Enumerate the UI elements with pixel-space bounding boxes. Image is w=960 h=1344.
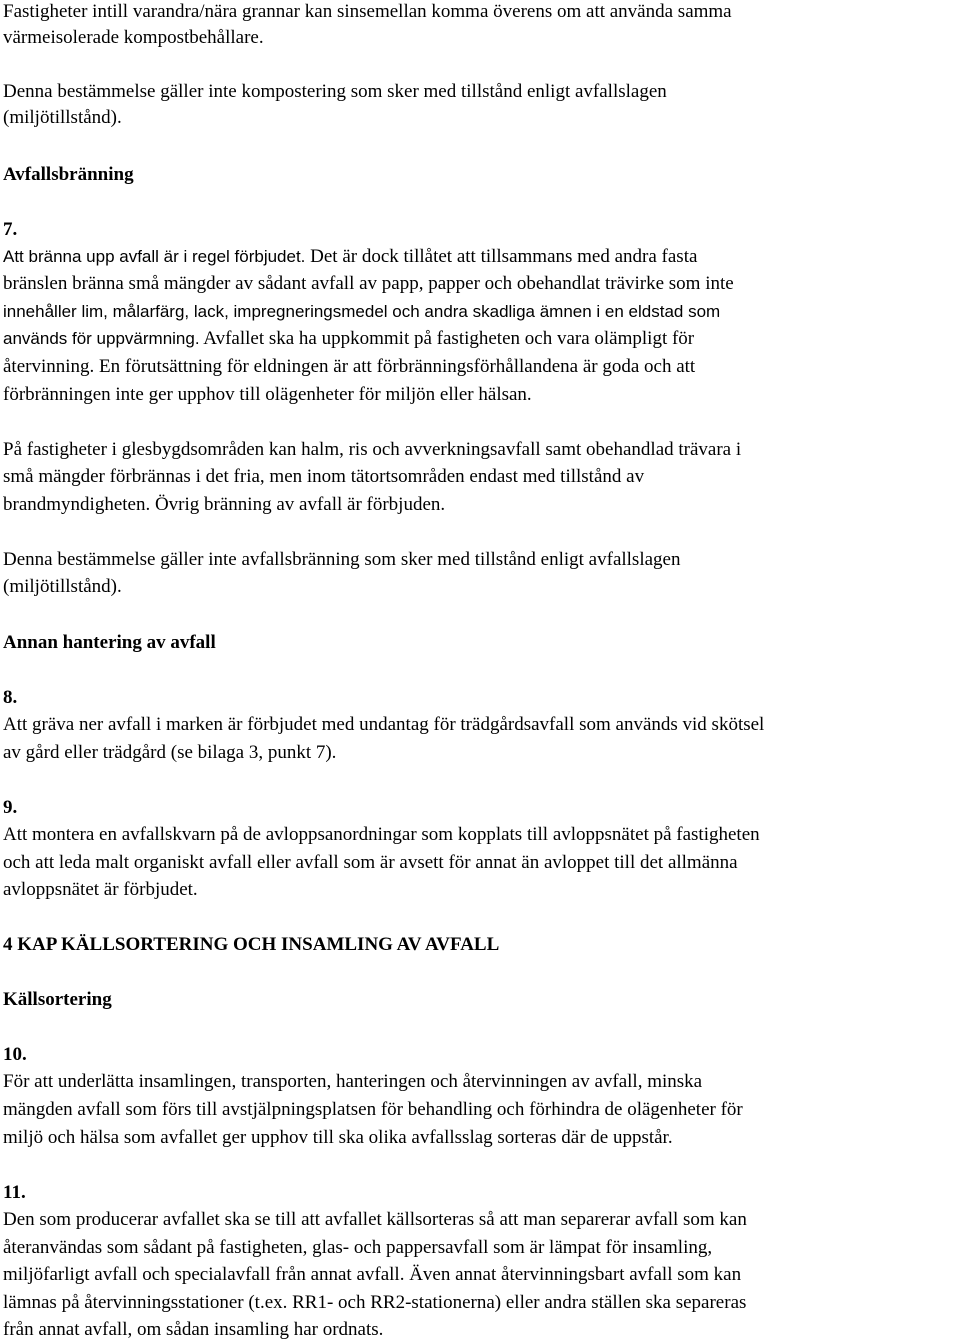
body-text-span: Avfallet ska ha uppkommit på fastigheten och vara olämpligt för [199,328,695,349]
body-text-span: används för uppvärmning. [3,329,200,348]
body-text-line: avloppsnätet är förbjudet. [3,879,198,900]
body-text-line: innehåller lim, målarfärg, lack, impregneringsmedel och andra skadliga ämnen i en eldstad som [3,302,721,321]
body-text-line [3,353,695,381]
body-text-line: från annat avfall, om sådan insamling har ordnats. [3,1319,384,1340]
paragraph-mark: . [12,687,18,708]
body-text-line: Den som producerar avfallet ska se till att avfallet källsorteras så att man separerar avfall som kan [3,1209,747,1230]
paragraph-number [3,794,17,822]
body-text-line: (miljötillstånd). [3,107,122,128]
section-heading: Källsortering [3,989,112,1010]
body-text-line: av gård eller trädgård (se bilaga 3, punkt 7). [3,742,337,763]
body-text-line [3,243,697,272]
section-heading: Annan hantering av avfall [3,632,216,653]
body-text-line: återanvändas som sådant på fastigheten, glas- och pappersavfall som är lämpat för insamling, [3,1237,713,1258]
paragraph-number-value: 10 [3,1044,22,1065]
body-text-line [3,325,694,354]
body-text-line: mängden avfall som förs till avstjälpningsplatsen för behandling och förhindra de olägenheter för [3,1099,743,1120]
body-text-line: miljöfarligt avfall och specialavfall från annat avfall. Även annat återvinningsbart avfall som kan [3,1264,742,1285]
body-text-line: Denna bestämmelse gäller inte avfallsbränning som sker med tillstånd enligt avfallslagen [3,549,681,570]
paragraph-number [3,216,17,244]
body-text-line: och att leda malt organiskt avfall eller avfall som är avsett för annat än avloppet till det allmänna [3,852,738,873]
body-text-line: För att underlätta insamlingen, transporten, hanteringen och återvinningen av avfall, minska [3,1071,703,1092]
body-text-line: (miljötillstånd). [3,576,122,597]
body-text-line: förbränningen inte ger upphov till olägenheter för miljön eller hälsan. [3,384,532,405]
paragraph-number [3,1041,27,1069]
paragraph-mark: . [12,797,18,818]
body-text-line: miljö och hälsa som avfallet ger upphov till ska olika avfallsslag sorteras där de uppstår. [3,1127,673,1148]
body-text-line: små mängder förbrännas i det fria, men inom tätortsområden endast med tillstånd av [3,466,645,487]
body-text-line: Denna bestämmelse gäller inte kompostering som sker med tillstånd enligt avfallslagen [3,81,667,102]
paragraph-number-value: 8 [3,687,13,708]
body-text-line: värmeisolerade kompostbehållare. [3,27,264,48]
body-text-line: Fastigheter intill varandra/nära grannar kan sinsemellan komma överens om att använda samma [3,1,732,22]
body-text-line: På fastigheter i glesbygdsområden kan halm, ris och avverkningsavfall samt obehandlad trävara i [3,439,742,460]
body-text-line: bränslen bränna små mängder av sådant avfall av papp, papper och obehandlat trävirke som inte [3,273,734,294]
paragraph-number-value: 7 [3,219,13,240]
body-text-span: Det är dock tillåtet att tillsammans med andra fasta [305,246,698,267]
paragraph-number [3,1179,26,1207]
body-text-span: En förutsättning för eldningen är att förbränningsförhållandena är goda och att [94,356,696,377]
section-heading: Avfallsbränning [3,164,134,185]
paragraph-number-value: 11 [3,1182,21,1203]
chapter-heading: 4 KAP KÄLLSORTERING OCH INSAMLING AV AVFALL [3,934,500,955]
paragraph-mark: . [22,1044,27,1065]
body-text-line: brandmyndigheten. Övrig bränning av avfall är förbjuden. [3,494,446,515]
paragraph-mark: . [20,1182,26,1203]
paragraph-number [3,684,17,712]
body-text-line: lämnas på återvinningsstationer (t.ex. RR1- och RR2-stationerna) eller andra ställen ska separeras [3,1292,747,1313]
body-text-span: återvinning. [3,356,95,377]
paragraph-number-value: 9 [3,797,13,818]
body-text-line: Att montera en avfallskvarn på de avloppsanordningar som kopplats till avloppsnätet på fastigheten [3,824,760,845]
paragraph-mark: . [12,219,18,240]
body-text-span: Att bränna upp avfall är i regel förbjudet. [3,247,306,266]
body-text-line: Att gräva ner avfall i marken är förbjudet med undantag för trädgårdsavfall som används vid skötsel [3,714,765,735]
